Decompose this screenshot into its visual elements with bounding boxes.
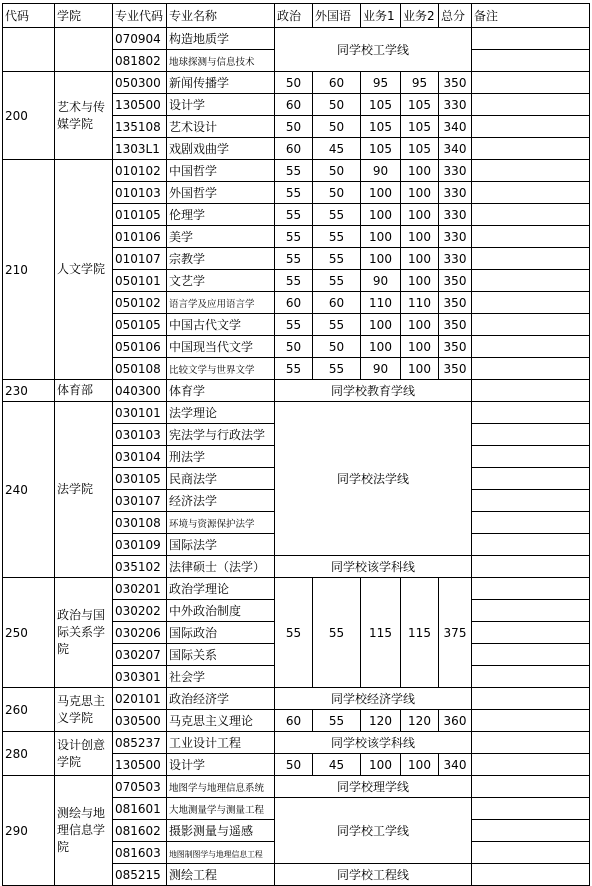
foreign-language-cell: 55 — [313, 226, 361, 248]
major-name-cell: 中国现当代文学 — [167, 336, 275, 358]
major-name-text: 语言学及应用语言学 — [169, 298, 255, 310]
college-code-cell: 240 — [3, 402, 55, 578]
major-code-cell: 081603 — [113, 842, 167, 864]
remark-cell — [472, 248, 590, 270]
remark-cell — [472, 534, 590, 556]
major-code-cell: 030109 — [113, 534, 167, 556]
major-name-cell — [167, 776, 275, 798]
major-code-cell: 030101 — [113, 402, 167, 424]
header-major-code: 专业代码 — [113, 4, 167, 28]
table-row — [3, 160, 590, 182]
foreign-language-cell: 45 — [313, 754, 361, 776]
major-name-cell: 经济法学 — [167, 490, 275, 512]
college-code-cell: 200 — [3, 72, 55, 160]
remark-cell — [472, 182, 590, 204]
subject-2-cell: 100 — [401, 182, 439, 204]
college-name-cell: 人文学院 — [55, 160, 113, 380]
total-cell: 330 — [439, 160, 472, 182]
major-name-cell: 设计学 — [167, 94, 275, 116]
major-name-text: 大地测量学与测量工程 — [169, 804, 265, 816]
total-cell: 350 — [439, 292, 472, 314]
subject-1-cell: 95 — [361, 72, 401, 94]
major-name-text: 地图制图学与地理信息工程 — [169, 849, 263, 859]
major-name-cell — [167, 292, 275, 314]
foreign-language-cell: 50 — [313, 160, 361, 182]
remark-cell — [472, 622, 590, 644]
politics-cell: 50 — [275, 336, 313, 358]
politics-cell: 55 — [275, 204, 313, 226]
major-name-cell: 伦理学 — [167, 204, 275, 226]
major-name-cell: 设计学 — [167, 754, 275, 776]
table-row — [3, 380, 590, 402]
total-cell: 330 — [439, 204, 472, 226]
remark-cell — [472, 556, 590, 578]
foreign-language-cell: 60 — [313, 72, 361, 94]
politics-cell: 50 — [275, 754, 313, 776]
subject-1-cell: 100 — [361, 182, 401, 204]
major-code-cell: 081602 — [113, 820, 167, 842]
politics-cell: 55 — [275, 270, 313, 292]
subject-2-cell: 100 — [401, 226, 439, 248]
major-name-text: 比较文学与世界文学 — [169, 364, 255, 376]
major-name-cell: 外国哲学 — [167, 182, 275, 204]
score-line-note: 同学校理学线 — [275, 776, 472, 798]
remark-cell — [472, 864, 590, 886]
major-code-cell: 050300 — [113, 72, 167, 94]
score-line-note: 同学校法学线 — [275, 402, 472, 556]
college-code-cell: 260 — [3, 688, 55, 732]
remark-cell — [472, 446, 590, 468]
table-row — [3, 402, 590, 424]
remark-cell — [472, 314, 590, 336]
foreign-language-cell: 55 — [313, 248, 361, 270]
score-line-note: 同学校教育学线 — [275, 380, 472, 402]
subject-2-cell: 105 — [401, 138, 439, 160]
header-subject-1: 业务1 — [361, 4, 401, 28]
college-name-cell: 设计创意学院 — [55, 732, 113, 776]
politics-cell: 55 — [275, 160, 313, 182]
major-name-cell: 民商法学 — [167, 468, 275, 490]
header-row — [3, 4, 590, 28]
politics-cell: 60 — [275, 94, 313, 116]
remark-cell — [472, 820, 590, 842]
subject-2-cell: 120 — [401, 710, 439, 732]
total-cell: 330 — [439, 226, 472, 248]
foreign-language-cell: 50 — [313, 116, 361, 138]
major-code-cell: 050101 — [113, 270, 167, 292]
foreign-language-cell: 60 — [313, 292, 361, 314]
major-code-cell: 135108 — [113, 116, 167, 138]
total-cell: 360 — [439, 710, 472, 732]
major-name-cell: 中外政治制度 — [167, 600, 275, 622]
remark-cell — [472, 644, 590, 666]
remark-cell — [472, 204, 590, 226]
remark-cell — [472, 776, 590, 798]
header-subject-2: 业务2 — [401, 4, 439, 28]
major-code-cell: 030103 — [113, 424, 167, 446]
score-line-note: 同学校该学科线 — [275, 556, 472, 578]
major-code-cell: 1303L1 — [113, 138, 167, 160]
major-code-cell: 130500 — [113, 94, 167, 116]
major-name-cell — [167, 50, 275, 72]
college-name-cell: 体育部 — [55, 380, 113, 402]
major-code-cell: 030201 — [113, 578, 167, 600]
major-code-cell: 030206 — [113, 622, 167, 644]
remark-cell — [472, 512, 590, 534]
college-name-cell — [55, 28, 113, 72]
major-name-cell: 构造地质学 — [167, 28, 275, 50]
subject-2-cell: 95 — [401, 72, 439, 94]
subject-1-cell: 100 — [361, 336, 401, 358]
subject-2-cell: 105 — [401, 116, 439, 138]
major-name-cell: 政治学理论 — [167, 578, 275, 600]
major-name-cell: 艺术设计 — [167, 116, 275, 138]
major-code-cell: 081601 — [113, 798, 167, 820]
major-code-cell: 130500 — [113, 754, 167, 776]
foreign-language-cell: 55 — [313, 270, 361, 292]
remark-cell — [472, 336, 590, 358]
major-name-cell: 刑法学 — [167, 446, 275, 468]
subject-1-cell: 120 — [361, 710, 401, 732]
politics-cell: 55 — [275, 182, 313, 204]
header-total: 总分 — [439, 4, 472, 28]
subject-2-cell: 100 — [401, 314, 439, 336]
subject-1-cell: 90 — [361, 270, 401, 292]
politics-cell: 55 — [275, 314, 313, 336]
college-name-cell: 马克思主义学院 — [55, 688, 113, 732]
foreign-language-cell: 55 — [313, 578, 361, 688]
remark-cell — [472, 578, 590, 600]
major-name-cell — [167, 798, 275, 820]
subject-1-cell: 100 — [361, 204, 401, 226]
politics-cell: 55 — [275, 578, 313, 688]
header-foreign-language: 外国语 — [313, 4, 361, 28]
foreign-language-cell: 55 — [313, 204, 361, 226]
major-code-cell: 070904 — [113, 28, 167, 50]
remark-cell — [472, 666, 590, 688]
subject-1-cell: 110 — [361, 292, 401, 314]
college-code-cell: 210 — [3, 160, 55, 380]
major-name-cell: 测绘工程 — [167, 864, 275, 886]
remark-cell — [472, 424, 590, 446]
table-row — [3, 72, 590, 94]
remark-cell — [472, 468, 590, 490]
subject-1-cell: 90 — [361, 160, 401, 182]
subject-2-cell: 110 — [401, 292, 439, 314]
table-row — [3, 578, 590, 600]
college-name-cell: 测绘与地理信息学院 — [55, 776, 113, 886]
major-code-cell: 050108 — [113, 358, 167, 380]
remark-cell — [472, 94, 590, 116]
college-code-cell: 230 — [3, 380, 55, 402]
remark-cell — [472, 688, 590, 710]
total-cell: 350 — [439, 270, 472, 292]
total-cell: 330 — [439, 182, 472, 204]
subject-2-cell: 100 — [401, 204, 439, 226]
major-name-cell: 宪法学与行政法学 — [167, 424, 275, 446]
politics-cell: 60 — [275, 292, 313, 314]
major-code-cell: 010102 — [113, 160, 167, 182]
politics-cell: 50 — [275, 116, 313, 138]
remark-cell — [472, 292, 590, 314]
remark-cell — [472, 754, 590, 776]
total-cell: 340 — [439, 754, 472, 776]
subject-2-cell: 100 — [401, 336, 439, 358]
major-name-cell: 社会学 — [167, 666, 275, 688]
score-line-note: 同学校该学科线 — [275, 732, 472, 754]
college-code-cell — [3, 28, 55, 72]
subject-2-cell: 100 — [401, 358, 439, 380]
remark-cell — [472, 358, 590, 380]
subject-1-cell: 115 — [361, 578, 401, 688]
subject-2-cell: 100 — [401, 270, 439, 292]
subject-2-cell: 115 — [401, 578, 439, 688]
subject-2-cell: 100 — [401, 160, 439, 182]
major-name-cell: 马克思主义理论 — [167, 710, 275, 732]
table-body — [3, 4, 590, 886]
major-name-cell — [167, 358, 275, 380]
major-name-cell — [167, 842, 275, 864]
table-row — [3, 776, 590, 798]
subject-2-cell: 100 — [401, 248, 439, 270]
major-name-text: 地球探测与信息技术 — [169, 56, 255, 68]
major-code-cell: 050106 — [113, 336, 167, 358]
major-code-cell: 035102 — [113, 556, 167, 578]
major-code-cell: 081802 — [113, 50, 167, 72]
header-politics: 政治 — [275, 4, 313, 28]
foreign-language-cell: 45 — [313, 138, 361, 160]
remark-cell — [472, 842, 590, 864]
remark-cell — [472, 710, 590, 732]
major-code-cell: 070503 — [113, 776, 167, 798]
remark-cell — [472, 50, 590, 72]
major-name-cell: 戏剧戏曲学 — [167, 138, 275, 160]
subject-1-cell: 100 — [361, 226, 401, 248]
major-name-cell: 宗教学 — [167, 248, 275, 270]
total-cell: 350 — [439, 72, 472, 94]
major-code-cell: 030202 — [113, 600, 167, 622]
major-name-cell: 法学理论 — [167, 402, 275, 424]
table-row — [3, 28, 590, 50]
total-cell: 375 — [439, 578, 472, 688]
politics-cell: 60 — [275, 710, 313, 732]
major-name-cell: 美学 — [167, 226, 275, 248]
subject-1-cell: 100 — [361, 314, 401, 336]
major-name-cell: 中国哲学 — [167, 160, 275, 182]
total-cell: 330 — [439, 94, 472, 116]
remark-cell — [472, 138, 590, 160]
major-name-cell: 政治经济学 — [167, 688, 275, 710]
subject-1-cell: 100 — [361, 248, 401, 270]
college-code-cell: 280 — [3, 732, 55, 776]
major-code-cell: 020101 — [113, 688, 167, 710]
major-code-cell: 030107 — [113, 490, 167, 512]
politics-cell: 55 — [275, 226, 313, 248]
header-code: 代码 — [3, 4, 55, 28]
foreign-language-cell: 50 — [313, 182, 361, 204]
remark-cell — [472, 402, 590, 424]
major-code-cell: 030104 — [113, 446, 167, 468]
major-code-cell: 010107 — [113, 248, 167, 270]
major-code-cell: 050102 — [113, 292, 167, 314]
politics-cell: 55 — [275, 248, 313, 270]
major-name-cell: 中国古代文学 — [167, 314, 275, 336]
major-name-cell: 摄影测量与遥感 — [167, 820, 275, 842]
politics-cell: 55 — [275, 358, 313, 380]
remark-cell — [472, 226, 590, 248]
remark-cell — [472, 798, 590, 820]
major-name-cell: 新闻传播学 — [167, 72, 275, 94]
major-name-cell: 工业设计工程 — [167, 732, 275, 754]
college-code-cell: 290 — [3, 776, 55, 886]
score-line-note: 同学校经济学线 — [275, 688, 472, 710]
major-name-text: 环境与资源保护法学 — [169, 518, 255, 530]
major-name-cell: 国际政治 — [167, 622, 275, 644]
score-line-note: 同学校工程线 — [275, 864, 472, 886]
major-code-cell: 030105 — [113, 468, 167, 490]
major-code-cell: 050105 — [113, 314, 167, 336]
major-name-cell: 国际法学 — [167, 534, 275, 556]
major-name-cell: 法律硕士（法学） — [167, 556, 275, 578]
score-line-note: 同学校工学线 — [275, 798, 472, 864]
total-cell: 350 — [439, 314, 472, 336]
subject-1-cell: 90 — [361, 358, 401, 380]
major-code-cell: 030108 — [113, 512, 167, 534]
politics-cell: 50 — [275, 72, 313, 94]
college-name-cell: 政治与国际关系学院 — [55, 578, 113, 688]
score-line-note: 同学校工学线 — [275, 28, 472, 72]
total-cell: 350 — [439, 336, 472, 358]
remark-cell — [472, 490, 590, 512]
subject-2-cell: 100 — [401, 754, 439, 776]
header-major-name: 专业名称 — [167, 4, 275, 28]
major-code-cell: 030500 — [113, 710, 167, 732]
foreign-language-cell: 50 — [313, 94, 361, 116]
foreign-language-cell: 50 — [313, 336, 361, 358]
major-code-cell: 030301 — [113, 666, 167, 688]
major-name-cell — [167, 512, 275, 534]
remark-cell — [472, 72, 590, 94]
major-code-cell: 040300 — [113, 380, 167, 402]
major-code-cell: 085237 — [113, 732, 167, 754]
subject-1-cell: 105 — [361, 116, 401, 138]
major-code-cell: 010103 — [113, 182, 167, 204]
foreign-language-cell: 55 — [313, 314, 361, 336]
remark-cell — [472, 28, 590, 50]
college-code-cell: 250 — [3, 578, 55, 688]
table-row — [3, 732, 590, 754]
subject-2-cell: 105 — [401, 94, 439, 116]
total-cell: 350 — [439, 358, 472, 380]
college-name-cell: 法学院 — [55, 402, 113, 578]
major-name-cell: 国际关系 — [167, 644, 275, 666]
subject-1-cell: 100 — [361, 754, 401, 776]
table-row — [3, 688, 590, 710]
major-name-text: 地图学与地理信息系统 — [169, 782, 265, 794]
major-code-cell: 010106 — [113, 226, 167, 248]
major-name-cell: 体育学 — [167, 380, 275, 402]
major-code-cell: 085215 — [113, 864, 167, 886]
total-cell: 340 — [439, 138, 472, 160]
remark-cell — [472, 380, 590, 402]
politics-cell: 60 — [275, 138, 313, 160]
remark-cell — [472, 732, 590, 754]
remark-cell — [472, 600, 590, 622]
subject-1-cell: 105 — [361, 94, 401, 116]
major-name-cell: 文艺学 — [167, 270, 275, 292]
foreign-language-cell: 55 — [313, 710, 361, 732]
subject-1-cell: 105 — [361, 138, 401, 160]
major-code-cell: 030207 — [113, 644, 167, 666]
total-cell: 340 — [439, 116, 472, 138]
foreign-language-cell: 55 — [313, 358, 361, 380]
major-code-cell: 010105 — [113, 204, 167, 226]
college-name-cell: 艺术与传媒学院 — [55, 72, 113, 160]
score-table — [2, 3, 590, 886]
remark-cell — [472, 160, 590, 182]
remark-cell — [472, 116, 590, 138]
total-cell: 330 — [439, 248, 472, 270]
remark-cell — [472, 270, 590, 292]
header-remark: 备注 — [472, 4, 590, 28]
header-college: 学院 — [55, 4, 113, 28]
